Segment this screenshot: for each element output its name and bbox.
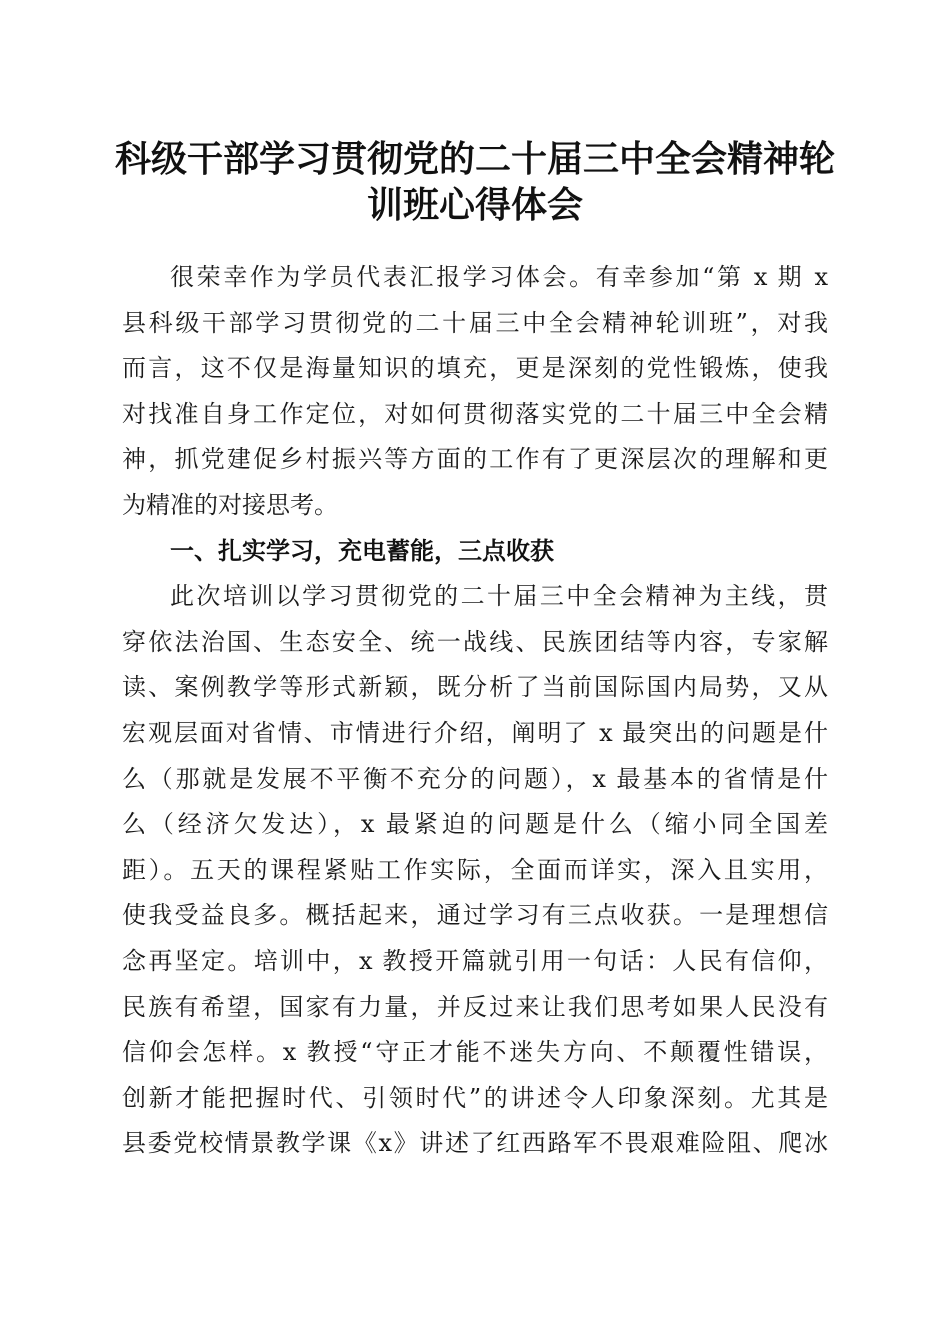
paragraph-line: 创新才能把握时代、引领时代”的讲述令人印象深刻。尤其是 — [122, 1083, 828, 1112]
title-line: 科级干部学习贯彻党的二十届三中全会精神轮 — [114, 138, 835, 180]
paragraph-line: 为精准的对接思考。 — [122, 490, 338, 519]
paragraph-line: 信仰会怎样。x 教授“守正才能不迷失方向、不颠覆性错误， — [122, 1038, 828, 1067]
paragraph-line: 使我受益良多。概括起来，通过学习有三点收获。一是理想信 — [122, 901, 828, 930]
paragraph-line: 读、案例教学等形式新颖，既分析了当前国际国内局势，又从 — [122, 673, 828, 702]
paragraph-line: 民族有希望，国家有力量，并反过来让我们思考如果人民没有 — [122, 992, 828, 1021]
paragraph-line: 穿依法治国、生态安全、统一战线、民族团结等内容，专家解 — [122, 627, 828, 656]
title-line: 训班心得体会 — [366, 184, 583, 226]
paragraph-line: 而言，这不仅是海量知识的填充，更是深刻的党性锻炼，使我 — [122, 354, 828, 383]
document-body — [122, 255, 828, 1167]
paragraph-line: 么（经济欠发达），x 最紧迫的问题是什么（缩小同全国差 — [122, 810, 828, 839]
paragraph-line: 很荣幸作为学员代表汇报学习体会。有幸参加“第 x 期 x — [170, 263, 828, 291]
paragraph-line: 此次培训以学习贯彻党的二十届三中全会精神为主线，贯 — [170, 582, 828, 611]
paragraph-line: 对找准自身工作定位，对如何贯彻落实党的二十届三中全会精 — [122, 399, 828, 428]
paragraph-line: 县委党校情景教学课《x》讲述了红西路军不畏艰难险阻、爬冰 — [122, 1129, 828, 1158]
section-paragraph — [122, 574, 828, 1167]
intro-paragraph — [122, 255, 828, 529]
paragraph-line: 神，抓党建促乡村振兴等方面的工作有了更深层次的理解和更 — [122, 445, 828, 474]
paragraph-line: 宏观层面对省情、市情进行介绍，阐明了 x 最突出的问题是什 — [122, 718, 828, 747]
paragraph-line: 县科级干部学习贯彻党的二十届三中全会精神轮训班”，对我 — [122, 308, 828, 337]
document-title — [110, 136, 840, 228]
paragraph-line: 距）。五天的课程紧贴工作实际，全面而详实，深入且实用， — [122, 855, 828, 884]
paragraph-line: 念再坚定。培训中，x 教授开篇就引用一句话：人民有信仰， — [122, 946, 828, 975]
section-heading: 一、扎实学习，充电蓄能，三点收获 — [170, 536, 554, 565]
paragraph-line: 么（那就是发展不平衡不充分的问题），x 最基本的省情是什 — [122, 764, 828, 793]
